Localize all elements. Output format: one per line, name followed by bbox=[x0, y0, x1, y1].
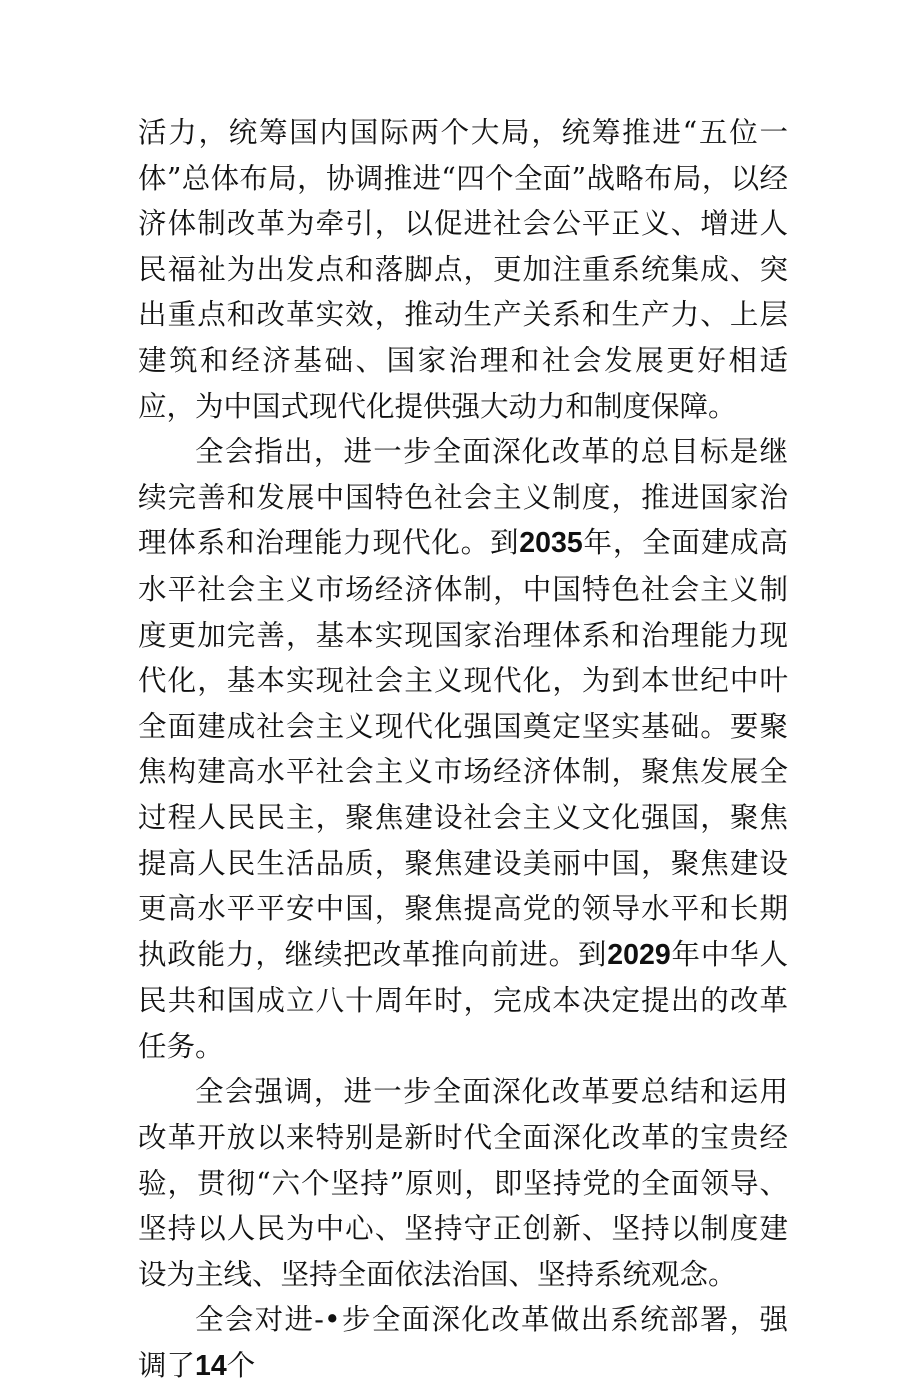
count-number: 14 bbox=[195, 1350, 227, 1383]
paragraph-1 bbox=[138, 110, 788, 429]
paragraph-text: 全会强调，进一步全面深化改革要总结和运用改革开放以来特别是新时代全面深化改革的宝贵经验，贯彻“六个坚持”原则，即坚持党的全面领导、坚持以人民为中心、坚持守正创新、坚持以制度建设为主线、坚持全面依法治国、坚持系统观念。 bbox=[138, 1075, 788, 1291]
paragraph-text: 全会对进-•步全面深化改革做出系统部署，强调了 bbox=[138, 1303, 788, 1383]
paragraph-text: 活力，统筹国内国际两个大局，统筹推进“五位一体”总体布局，协调推进“四个全面”战略布局，以经济体制改革为牵引，以促进社会公平正义、增进人民福祉为出发点和落脚点，更加注重系统集成、突出重点和改革实效，推动生产关系和生产力、上层建筑和经济基础、国家治理和社会发展更好相适应，为中国式现代化提供强大动力和制度保障。 bbox=[138, 116, 788, 423]
paragraph-text: 全会指出，进一步全面深化改革的总目标是继续完善和发展中国特色社会主义制度，推进国家治理体系和治理能力现代化。到 bbox=[138, 435, 788, 560]
document-body bbox=[138, 110, 788, 1390]
paragraph-2 bbox=[138, 429, 788, 1069]
paragraph-text: 年，全面建成高水平社会主义市场经济体制，中国特色社会主义制度更加完善，基本实现国家治理体系和治理能力现代化，基本实现社会主义现代化，为到本世纪中叶全面建成社会主义现代化强国奠定坚实基础。要聚焦构建高水平社会主义市场经济体制，聚焦发展全过程人民民主，聚焦建设社会主义文化强国，聚焦提高人民生活品质，聚焦建设美丽中国，聚焦建设更高水平平安中国，聚焦提高党的领导水平和长期执政能力，继续把改革推向前进。到 bbox=[138, 526, 788, 971]
year-number: 2035 bbox=[519, 527, 583, 560]
year-number: 2029 bbox=[607, 938, 671, 971]
paragraph-text: 年中华人民共和国成立八十周年时，完成本决定提出的改革任务。 bbox=[138, 937, 788, 1063]
paragraph-3 bbox=[138, 1069, 788, 1297]
paragraph-text: 个 bbox=[226, 1349, 256, 1383]
paragraph-4 bbox=[138, 1297, 788, 1389]
